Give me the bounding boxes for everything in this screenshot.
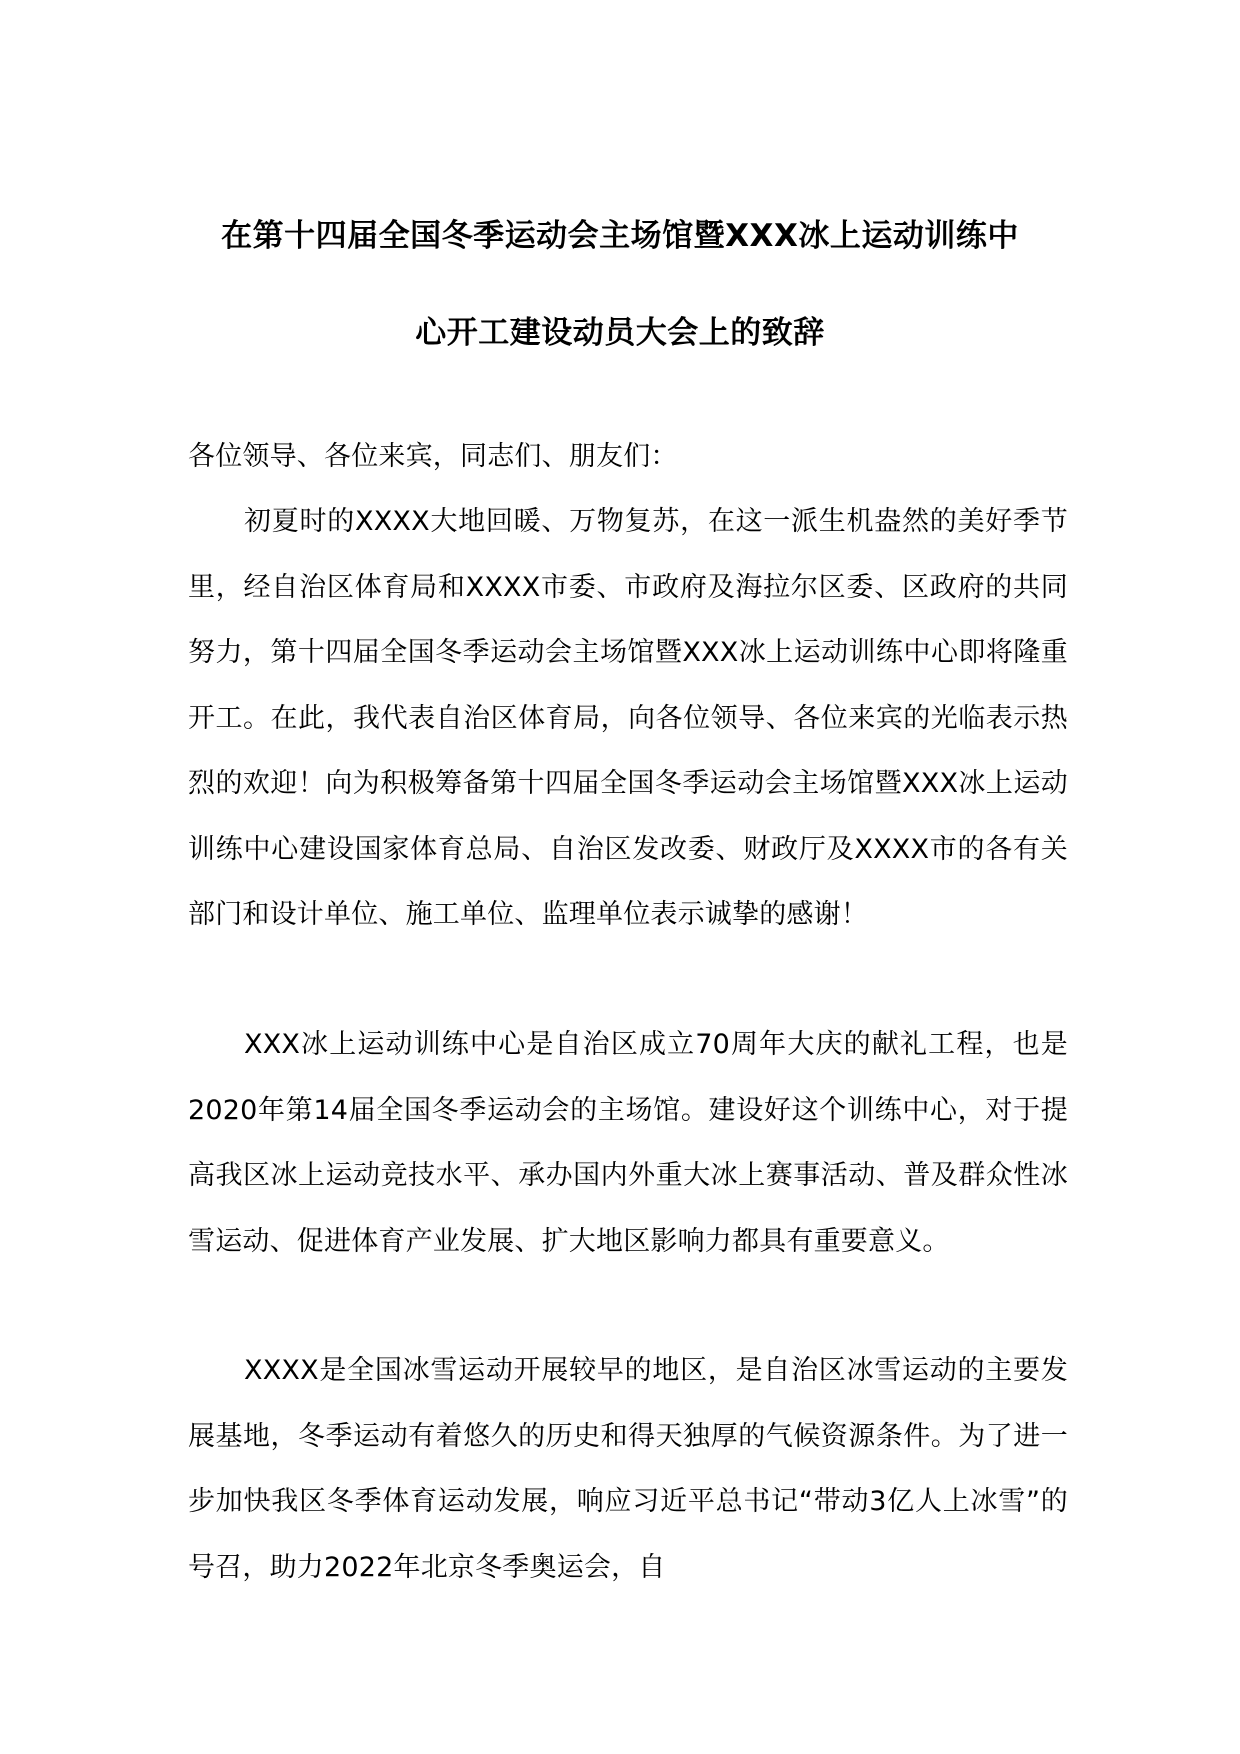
document-title-line-2: 心开工建设动员大会上的致辞 [415, 315, 825, 351]
salutation: 各位领导、各位来宾，同志们、朋友们： [188, 441, 678, 472]
paragraph-2: XXX冰上运动训练中心是自治区成立70周年大庆的献礼工程，也是2020年第14届全国冬季运动会的主场馆。建设好这个训练中心，对于提高我区冰上运动竞技水平、承办国内外重大冰上赛事活动、普及群众性冰雪运动、促进体育产业发展、扩大地区影响力都具有重要意义。 [188, 1029, 1068, 1257]
document-title-line-1: 在第十四届全国冬季运动会主场馆暨XXX冰上运动训练中 [221, 218, 1019, 254]
paragraph-3: XXXX是全国冰雪运动开展较早的地区，是自治区冰雪运动的主要发展基地，冬季运动有着悠久的历史和得天独厚的气候资源条件。为了进一步加快我区冬季体育运动发展，响应习近平总书记“带动3亿人上冰雪”的号召，助力2022年北京冬季奥运会，自 [188, 1355, 1068, 1583]
paragraph-1: 初夏时的XXXX大地回暖、万物复苏，在这一派生机盎然的美好季节里，经自治区体育局和XXXX市委、市政府及海拉尔区委、区政府的共同努力，第十四届全国冬季运动会主场馆暨XXX冰上运动训练中心即将隆重开工。在此，我代表自治区体育局，向各位领导、各位来宾的光临表示热烈的欢迎！向为积极筹备第十四届全国冬季运动会主场馆暨XXX冰上运动训练中心建设国家体育总局、自治区发改委、财政厅及XXXX市的各有关部门和设计单位、施工单位、监理单位表示诚挚的感谢！ [188, 506, 1068, 930]
